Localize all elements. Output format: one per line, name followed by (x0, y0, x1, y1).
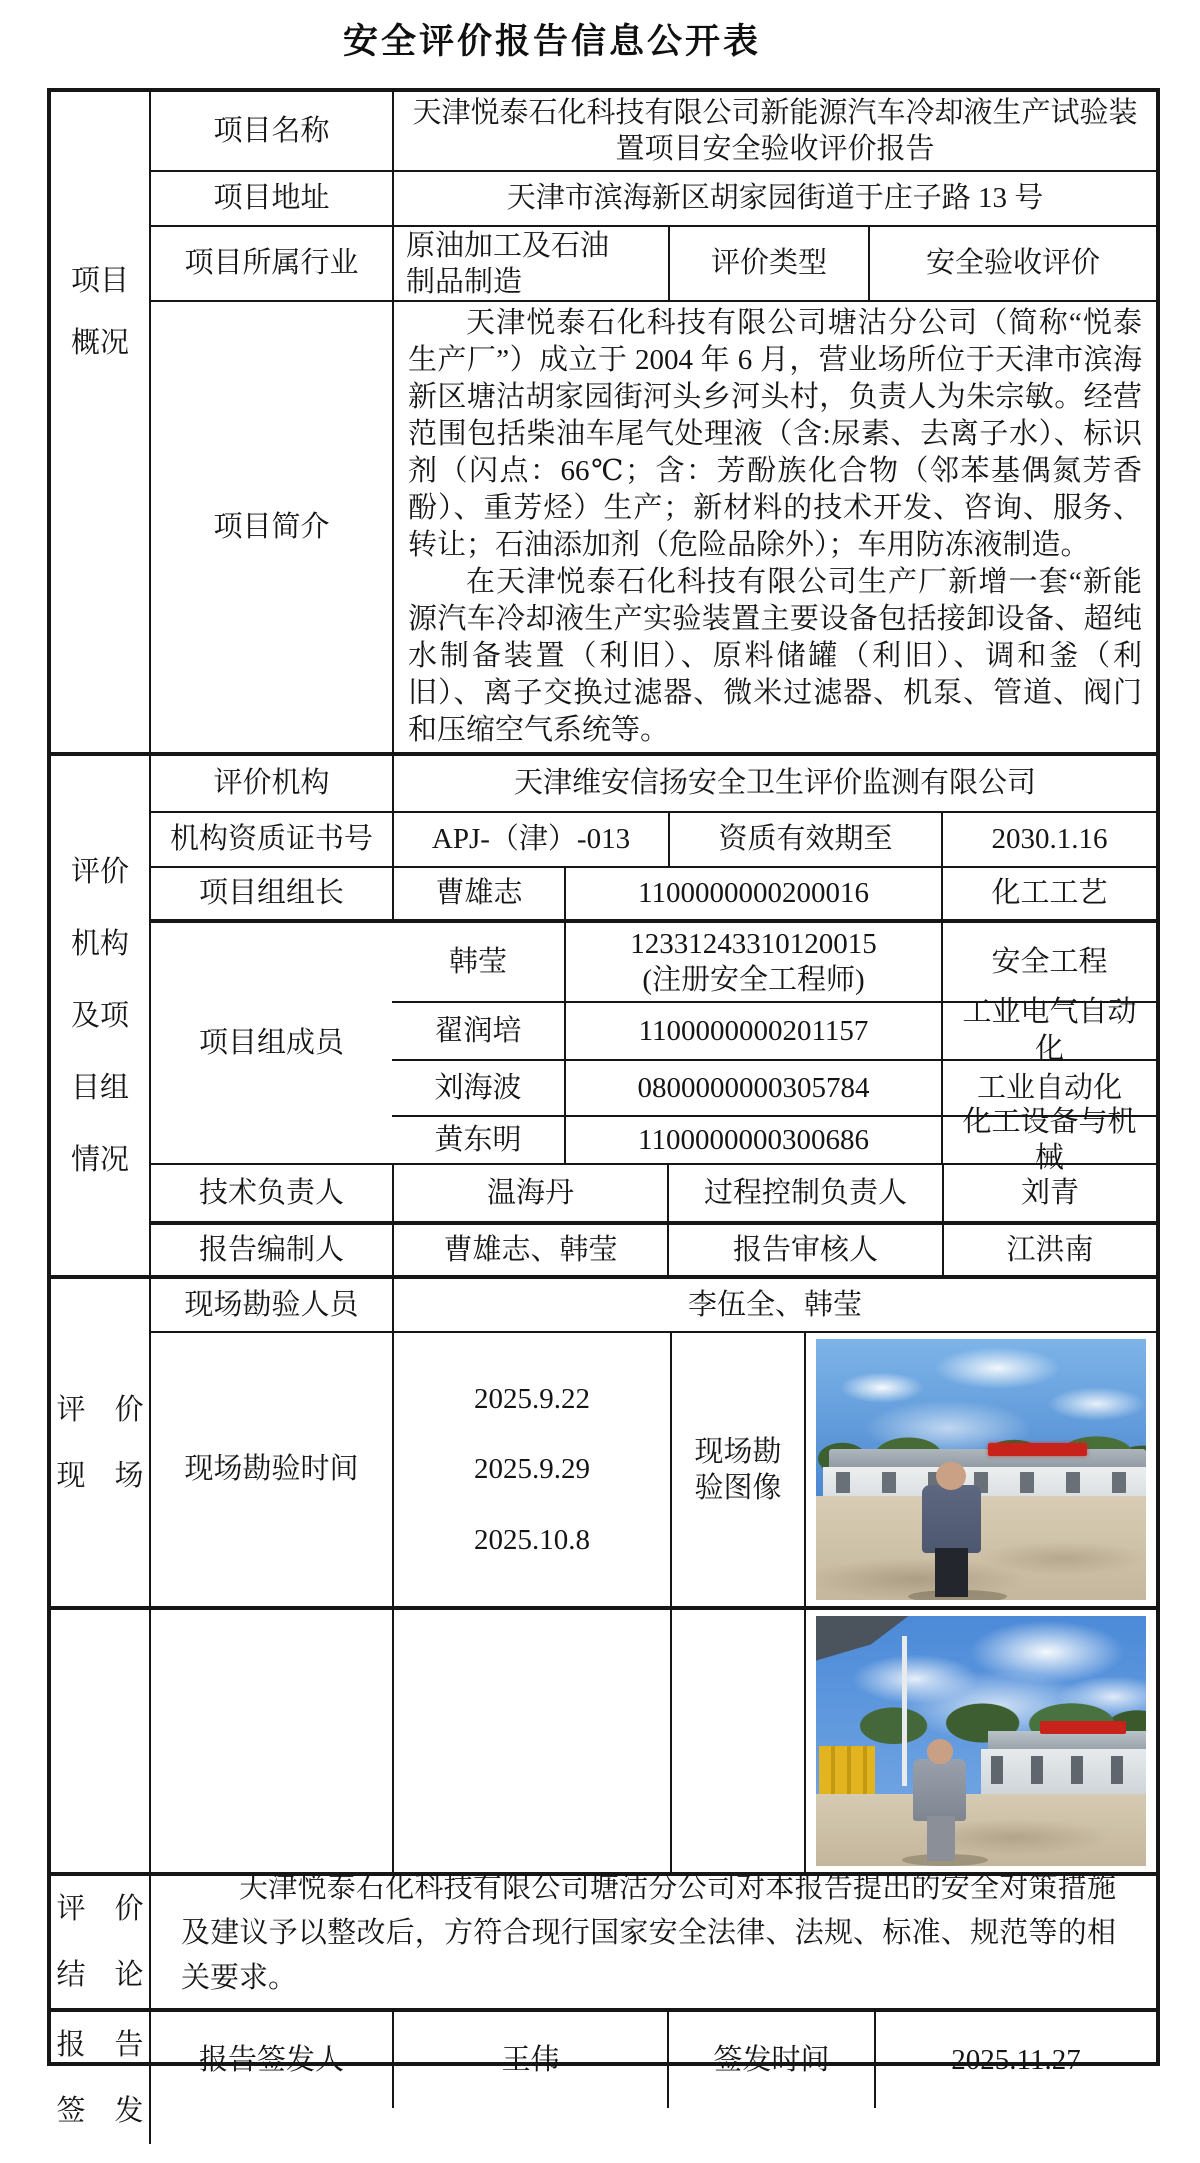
member-number (564, 1117, 941, 1163)
survey-date: 2025.9.29 (474, 1453, 590, 1486)
section-label-line: 概况 (70, 327, 129, 359)
row-surveyors (151, 1279, 1156, 1331)
industry-label: 项目所属行业 (184, 247, 359, 280)
section-label-line: 现 场 (56, 1459, 144, 1492)
certificate-label: 机构资质证书号 (169, 823, 373, 856)
row-tech-lead (151, 1163, 1156, 1221)
photo-person-legs (935, 1548, 968, 1598)
row-signoff (151, 2012, 1156, 2108)
photo-pole (902, 1636, 907, 1786)
project-intro-text (392, 302, 1156, 752)
section-label-signoff (51, 2012, 151, 2144)
section-label-site-survey (51, 1279, 151, 1606)
tech-lead-label: 技术负责人 (198, 1176, 344, 1209)
row-report-writer (151, 1221, 1156, 1275)
photo-person-body (922, 1485, 981, 1553)
member-number (564, 923, 941, 1001)
project-intro-label: 项目简介 (213, 510, 330, 543)
row-conclusion (151, 1872, 1156, 1994)
member-number (564, 1003, 941, 1059)
row-industry (151, 225, 1156, 300)
section-label-project-overview (51, 92, 151, 752)
section-label-line: 评价 (70, 855, 129, 888)
section-label-line: 结 论 (56, 1959, 144, 1991)
photo-building-windows (991, 1756, 1140, 1784)
sign-date-value: 2025.11.27 (874, 2012, 1156, 2108)
member-name: 黄东明 (434, 1123, 522, 1156)
section-label-line: 及项 (70, 999, 129, 1032)
section-agency-team (51, 752, 1156, 1275)
intro-paragraph-1: 天津悦泰石化科技有限公司塘沽分公司（简称“悦泰生产厂”）成立于 2004 年 6 月，营业场所位于天津市滨海新区塘沽胡家园街河头乡河头村，负责人为朱宗敏。经营范围包括柴油车尾气处理液（含:尿素、去离子水）、标识剂（闪点：66℃；含：芳酚族化合物（邻苯基偶氮芳香酚）、重芳烃）生产；新材料的技术开发、咨询、服务、转让；石油添加剂（危险品除外）；车用防冻液制造。 (408, 307, 1142, 561)
member-number-value: 12331243310120015 (630, 927, 877, 960)
survey-image-label-line: 现场勘 (694, 1435, 782, 1468)
photo-person-body (913, 1759, 966, 1822)
project-name-value: 天津悦泰石化科技有限公司新能源汽车冷却液生产试验装置项目安全验收评价报告 (392, 92, 1156, 170)
member-row (392, 996, 1156, 1065)
photo-building-windows (836, 1472, 1133, 1493)
row-agency (151, 756, 1156, 811)
disclosure-table (47, 88, 1160, 2127)
survey-dates (392, 1333, 670, 1606)
survey-date: 2025.10.8 (474, 1523, 590, 1556)
photo-ground (816, 1794, 1146, 1867)
member-number-value: 1100000000201157 (638, 1014, 869, 1047)
member-name: 刘海波 (434, 1071, 522, 1104)
row-project-intro (151, 300, 1156, 752)
section-signoff (51, 2008, 1156, 2144)
survey-photo-2-cell (804, 1610, 1156, 1872)
survey-image-label-line: 验图像 (694, 1471, 782, 1504)
section-project-overview (51, 92, 1156, 752)
member-number-value: 0800000000305784 (637, 1071, 870, 1104)
empty-cell (392, 1610, 670, 1872)
agency-label: 评价机构 (213, 767, 330, 800)
team-members-label: 项目组成员 (198, 1026, 344, 1059)
section-conclusion (51, 1872, 1156, 2008)
site-survey-photo-2 (816, 1616, 1146, 1866)
report-writer-value: 曹雄志、韩莹 (392, 1225, 667, 1275)
section-site-survey (51, 1275, 1156, 1606)
member-name: 翟润培 (434, 1014, 522, 1047)
team-leader-major: 化工工艺 (941, 868, 1156, 919)
report-reviewer-label: 报告审核人 (667, 1225, 942, 1275)
industry-value: 原油加工及石油制品制造 (392, 227, 668, 300)
report-writer-label: 报告编制人 (198, 1233, 344, 1266)
surveyors-label: 现场勘验人员 (184, 1288, 359, 1321)
section-label-line: 评 价 (56, 1893, 144, 1925)
member-row (392, 923, 1156, 1001)
report-reviewer-value: 江洪南 (942, 1225, 1156, 1275)
member-major: 工业自动化 (941, 1061, 1156, 1115)
member-number (564, 1061, 941, 1115)
section-label-line: 情况 (70, 1143, 129, 1176)
row-survey-times (151, 1331, 1156, 1606)
process-lead-value: 刘青 (942, 1165, 1156, 1221)
photo-ground (816, 1496, 1146, 1600)
section-label-line: 目组 (70, 1071, 129, 1104)
team-leader-name: 曹雄志 (392, 868, 564, 919)
tech-lead-value: 温海丹 (392, 1165, 667, 1221)
sign-date-label: 签发时间 (667, 2012, 874, 2108)
intro-paragraph-2: 在天津悦泰石化科技有限公司生产厂新增一套“新能源汽车冷却液生产实验装置主要设备包括接卸设备、超纯水制备装置（利旧）、原料储罐（利旧）、调和釜（利旧）、离子交换过滤器、微米过滤器、机泵、管道、阀门和压缩空气系统等。 (408, 566, 1142, 746)
row-project-name (151, 92, 1156, 170)
section-label-line: 签 发 (56, 2095, 144, 2127)
page-title: 安全评价报告信息公开表 (342, 22, 761, 61)
survey-photo-1-cell (804, 1333, 1156, 1606)
member-number-value: 1100000000300686 (638, 1124, 869, 1156)
photo-red-sign (988, 1443, 1087, 1456)
conclusion-text: 天津悦泰石化科技有限公司塘沽分公司对本报告提出的安全对策措施及建议予以整改后，方符合现行国家安全法律、法规、标准、规范等的相关要求。 (181, 1872, 1116, 1994)
signer-value: 王伟 (392, 2012, 667, 2108)
photo-person-legs (927, 1816, 955, 1861)
section-photo-2 (51, 1606, 1156, 1872)
project-name-label: 项目名称 (213, 114, 330, 147)
section-label-agency-team (51, 756, 151, 1275)
section-label-conclusion (51, 1876, 151, 2008)
certificate-value: APJ-（津）-013 (392, 813, 668, 866)
survey-time-label: 现场勘验时间 (184, 1453, 359, 1486)
eval-type-value: 安全验收评价 (868, 227, 1156, 300)
team-leader-number: 1100000000200016 (564, 868, 941, 919)
row-certificate (151, 811, 1156, 866)
row-project-address (151, 170, 1156, 225)
section-label-line: 报 告 (56, 2029, 144, 2061)
site-survey-photo-1 (816, 1339, 1146, 1600)
row-survey-photo-2 (151, 1610, 1156, 1872)
row-team-leader (151, 866, 1156, 919)
valid-until-value: 2030.1.16 (941, 813, 1156, 866)
surveyors-value: 李伍全、韩莹 (392, 1279, 1156, 1331)
agency-value: 天津维安信扬安全卫生评价监测有限公司 (392, 756, 1156, 811)
empty-cell (151, 1610, 392, 1872)
team-leader-label: 项目组组长 (198, 877, 344, 910)
process-lead-label: 过程控制负责人 (667, 1165, 942, 1221)
section-label-empty (51, 1610, 151, 1872)
survey-image-label (670, 1333, 804, 1606)
survey-date: 2025.9.22 (474, 1383, 590, 1416)
member-number-note: (注册安全工程师) (642, 963, 865, 996)
valid-until-label: 资质有效期至 (668, 813, 941, 866)
photo-person-head (927, 1739, 953, 1764)
empty-cell (670, 1610, 804, 1872)
conclusion-text-cell (151, 1872, 1156, 1994)
member-name: 韩莹 (448, 945, 507, 978)
section-label-line: 评 价 (56, 1393, 144, 1426)
project-address-label: 项目地址 (213, 182, 330, 215)
photo-red-sign (1040, 1721, 1126, 1734)
member-row (392, 1105, 1156, 1174)
section-label-line: 机构 (70, 927, 129, 960)
member-major: 安全工程 (941, 923, 1156, 1001)
signer-label: 报告签发人 (198, 2043, 344, 2076)
member-major: 化工设备与机械 (941, 1117, 1156, 1163)
project-address-value: 天津市滨海新区胡家园街道于庄子路 13 号 (392, 172, 1156, 225)
eval-type-label: 评价类型 (668, 227, 868, 300)
row-team-members (151, 919, 1156, 1174)
section-label-line: 项目 (70, 265, 129, 297)
member-major: 工业电气自动化 (941, 1003, 1156, 1059)
